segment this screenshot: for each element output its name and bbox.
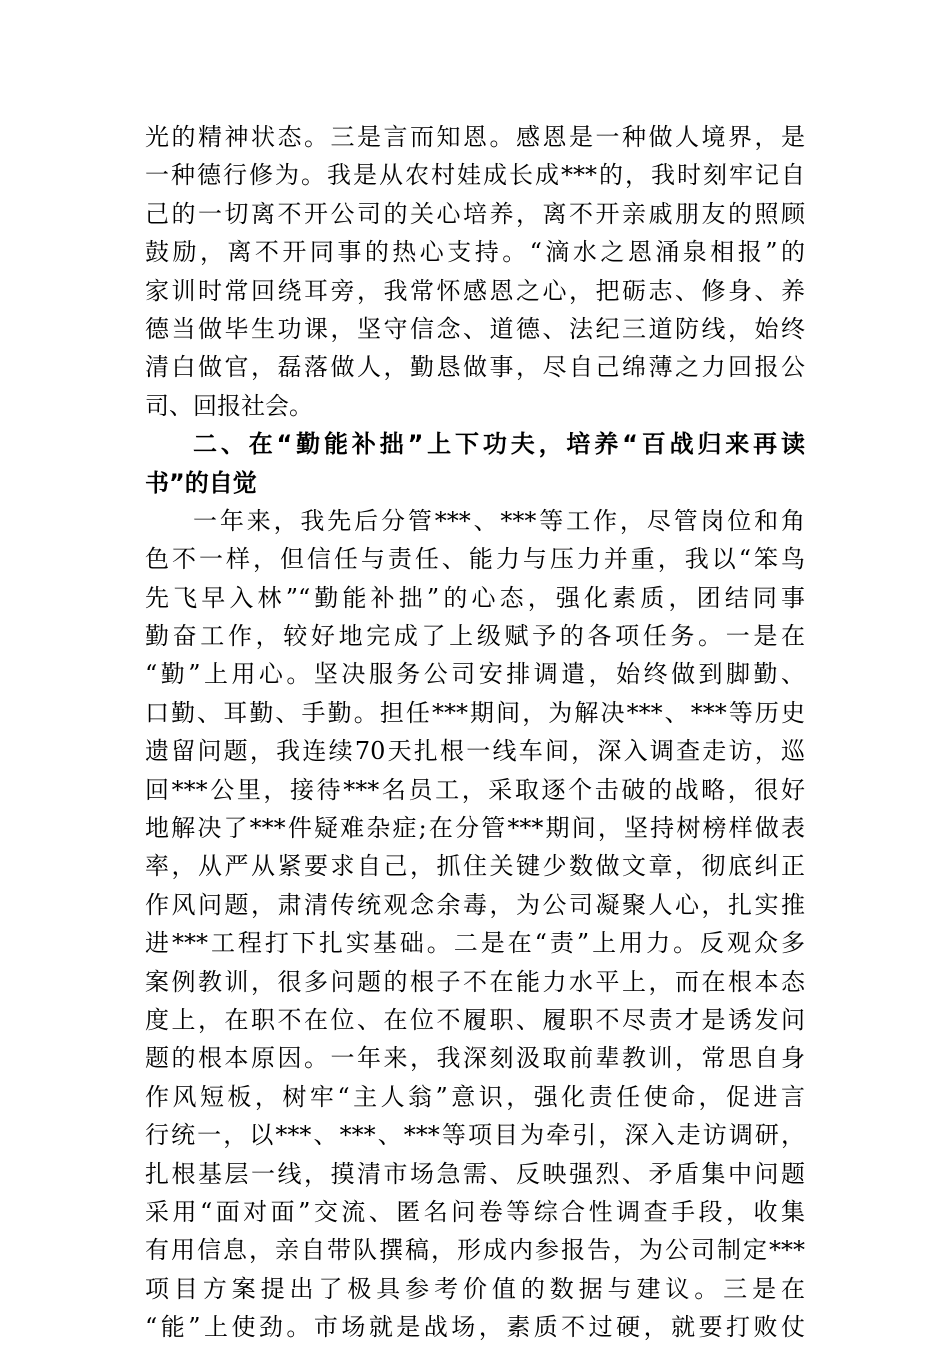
- text-line: 进***工程打下扎实基础。二是在“责”上用力。反观众多: [145, 929, 805, 958]
- text-line: 鼓励，离不开同事的热心支持。“滴水之恩涌泉相报”的: [145, 238, 805, 267]
- text-line: 作风短板，树牢“主人翁”意识，强化责任使命，促进言: [145, 1082, 805, 1111]
- text-line: “勤”上用心。坚决服务公司安排调遣，始终做到脚勤、: [145, 660, 805, 689]
- text-line: 光的精神状态。三是言而知恩。感恩是一种做人境界，是: [145, 123, 805, 151]
- text-line: 遗留问题，我连续70天扎根一线车间，深入调查走访，巡: [145, 737, 805, 766]
- paragraph-intro: [145, 118, 805, 425]
- text-line: 一年来，我先后分管***、***等工作，尽管岗位和角: [193, 506, 805, 535]
- text-line: 地解决了***件疑难杂症;在分管***期间，坚持树榜样做表: [145, 814, 805, 843]
- text-line: 司、回报社会。: [145, 391, 313, 420]
- text-line: 扎根基层一线，摸清市场急需、反映强烈、矛盾集中问题: [145, 1159, 805, 1188]
- text-line: 采用“面对面”交流、匿名问卷等综合性调查手段，收集: [145, 1197, 805, 1226]
- text-line: 德当做毕生功课，坚守信念、道德、法纪三道防线，始终: [145, 314, 805, 343]
- heading-line: 书”的自觉: [145, 468, 257, 497]
- text-line: 清白做官，磊落做人，勤恳做事，尽自己绵薄之力回报公: [145, 353, 805, 382]
- text-line: “能”上使劲。市场就是战场，素质不过硬，就要打败仗: [145, 1313, 805, 1342]
- text-line: 题的根本原因。一年来，我深刻汲取前辈教训，常思自身: [145, 1044, 805, 1073]
- text-line: 口勤、耳勤、手勤。担任***期间，为解决***、***等历史: [145, 698, 805, 727]
- text-line: 色不一样，但信任与责任、能力与压力并重，我以“笨鸟: [145, 545, 805, 574]
- text-line: 行统一，以***、***、***等项目为牵引，深入走访调研，: [145, 1121, 805, 1150]
- text-line: 项目方案提出了极具参考价值的数据与建议。三是在: [145, 1274, 805, 1303]
- text-line: 率，从严从紧要求自己，抓住关键少数做文章，彻底纠正: [145, 852, 805, 881]
- heading-line: 二、在“勤能补拙”上下功夫，培养“百战归来再读: [193, 430, 805, 459]
- text-line: 有用信息，亲自带队撰稿，形成内参报告，为公司制定***: [145, 1236, 805, 1265]
- text-line: 度上，在职不在位、在位不履职、履职不尽责才是诱发问: [145, 1005, 805, 1034]
- text-line: 一种德行修为。我是从农村娃成长成***的，我时刻牢记自: [145, 161, 805, 190]
- paragraph-body: [145, 502, 805, 1347]
- text-line: 回***公里，接待***名员工，采取逐个击破的战略，很好: [145, 775, 805, 804]
- text-line: 勤奋工作，较好地完成了上级赋予的各项任务。一是在: [145, 622, 805, 651]
- text-line: 先飞早入林”“勤能补拙”的心态，强化素质，团结同事: [145, 583, 805, 612]
- text-line: 己的一切离不开公司的关心培养，离不开亲戚朋友的照顾: [145, 199, 805, 228]
- document-page: [145, 118, 805, 1347]
- text-line: 家训时常回绕耳旁，我常怀感恩之心，把砺志、修身、养: [145, 276, 805, 305]
- text-line: 案例教训，很多问题的根子不在能力水平上，而在根本态: [145, 967, 805, 996]
- section-heading: [145, 425, 805, 502]
- text-line: 作风问题，肃清传统观念余毒，为公司凝聚人心，扎实推: [145, 890, 805, 919]
